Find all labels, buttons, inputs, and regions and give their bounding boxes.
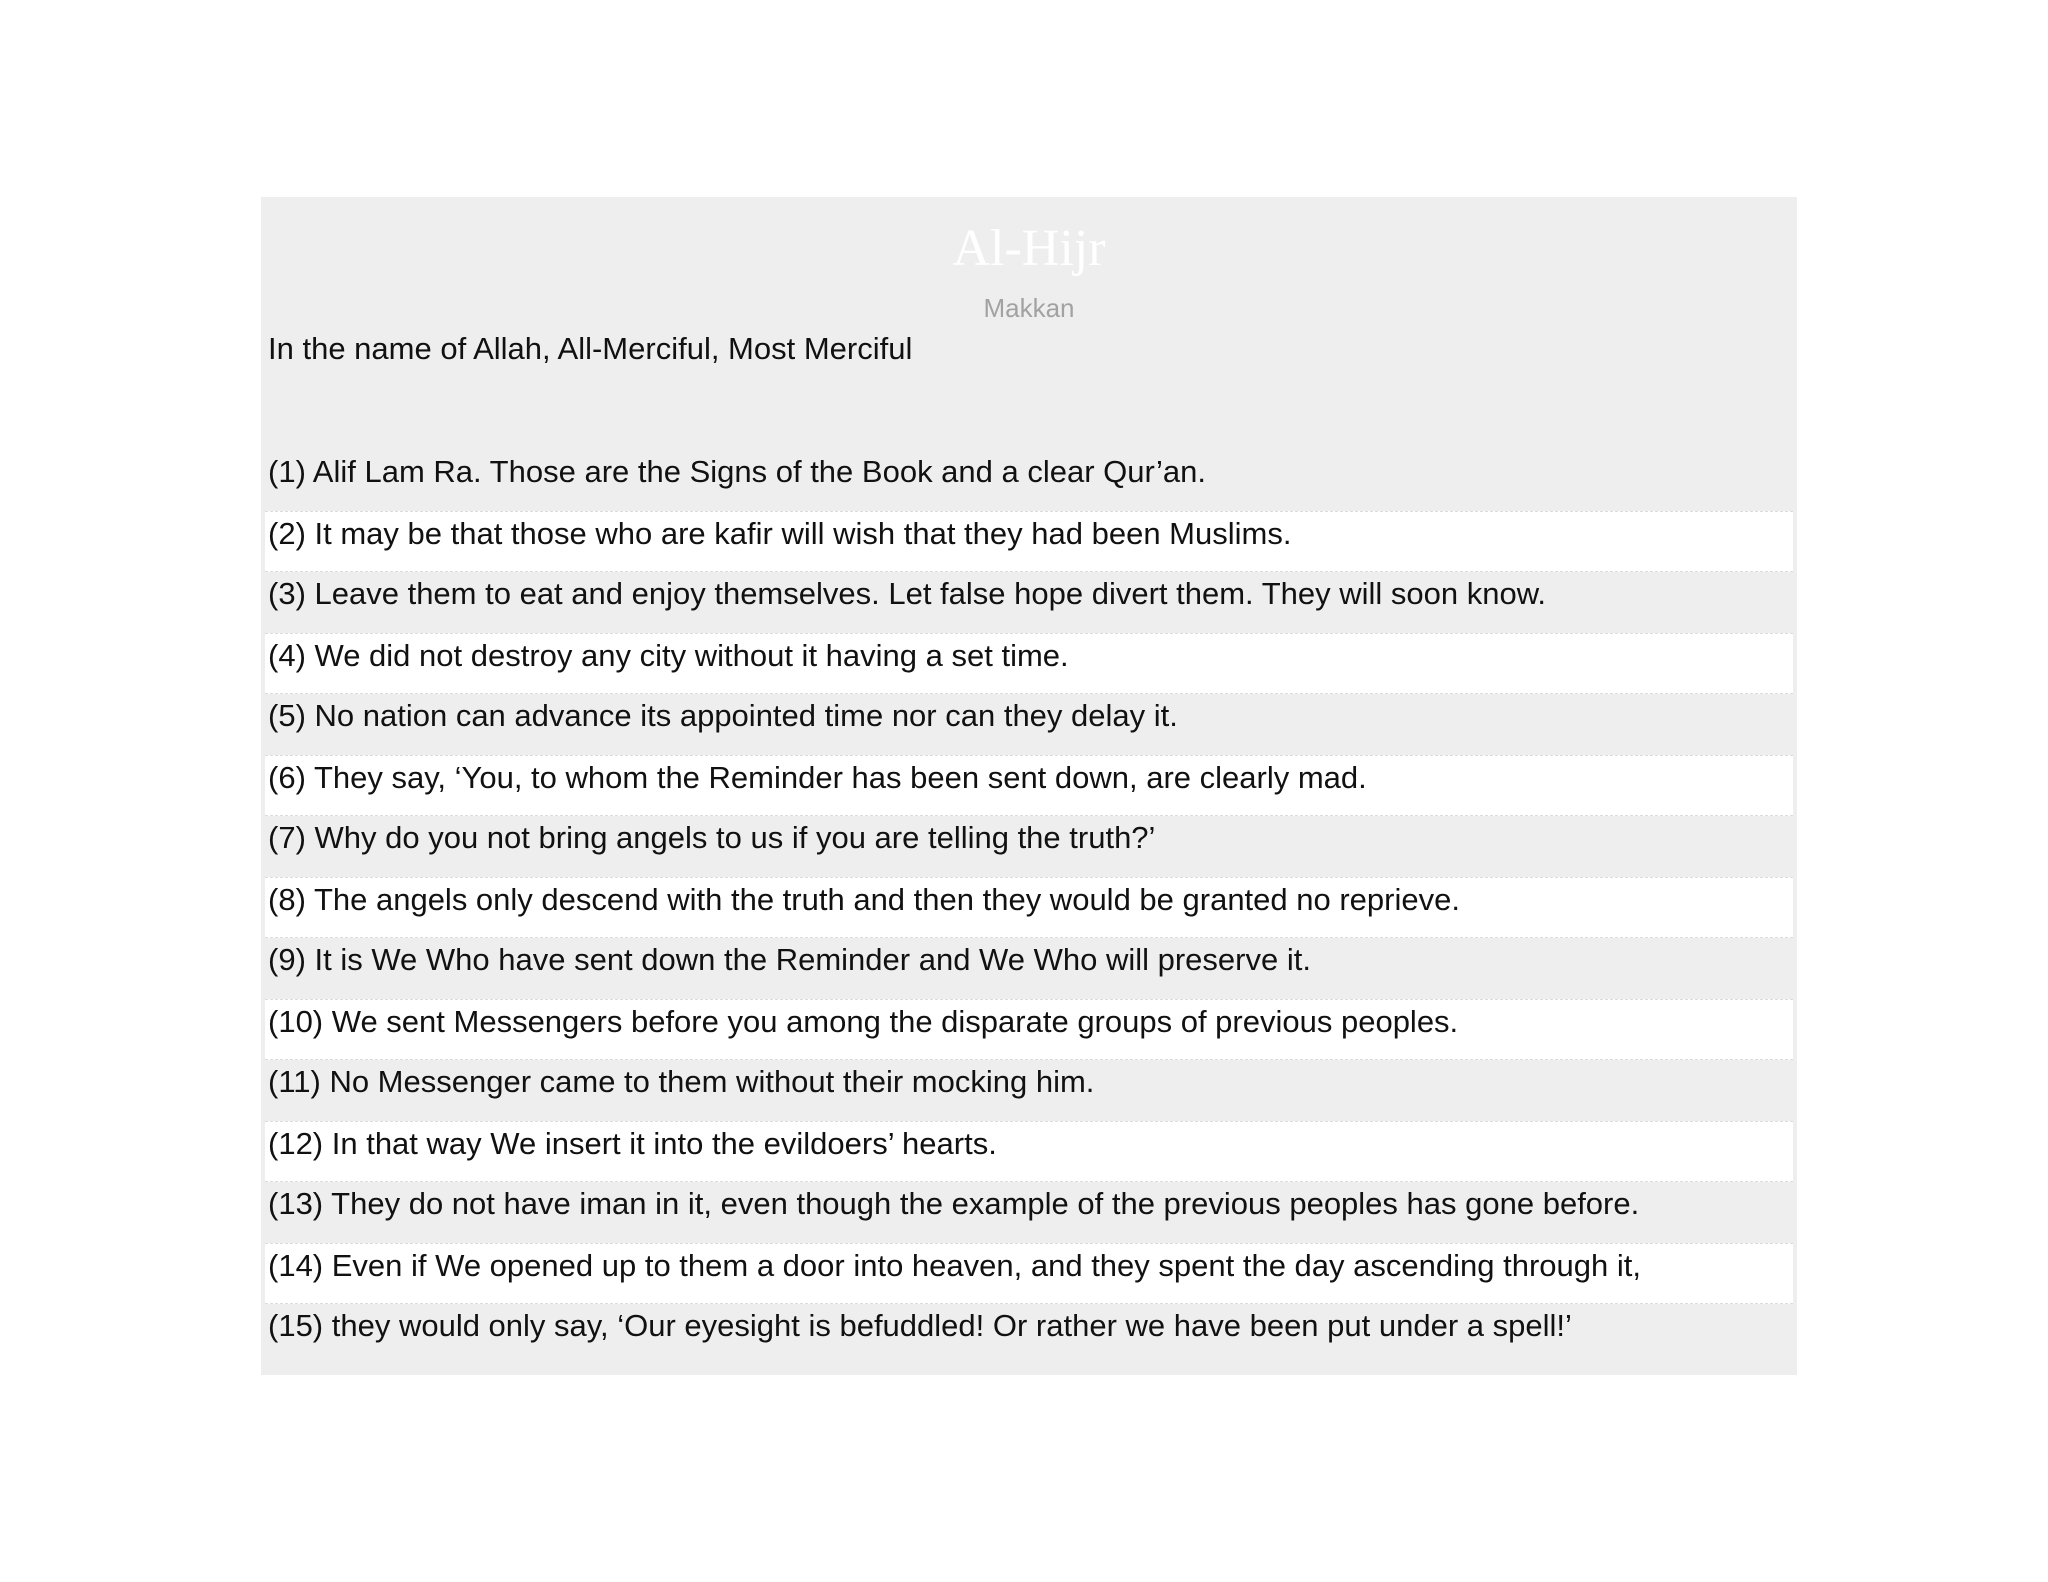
verse-row: (4) We did not destroy any city without it having a set time. xyxy=(265,633,1793,694)
verse-row: (7) Why do you not bring angels to us if you are telling the truth?’ xyxy=(265,816,1793,877)
verse-row: (13) They do not have iman in it, even though the example of the previous peoples has gone before. xyxy=(265,1182,1793,1243)
basmala: In the name of Allah, All-Merciful, Most Merciful xyxy=(268,331,913,366)
verse-row: (1) Alif Lam Ra. Those are the Signs of the Book and a clear Qur’an. xyxy=(265,450,1793,511)
verse-row: (9) It is We Who have sent down the Reminder and We Who will preserve it. xyxy=(265,938,1793,999)
surah-revelation-type: Makkan xyxy=(983,293,1075,323)
verse-row: (15) they would only say, ‘Our eyesight is befuddled! Or rather we have been put under a spell!’ xyxy=(265,1304,1793,1365)
verse-list xyxy=(265,450,1793,1365)
verse-row: (12) In that way We insert it into the evildoers’ hearts. xyxy=(265,1121,1793,1182)
verse-row: (10) We sent Messengers before you among the disparate groups of previous peoples. xyxy=(265,999,1793,1060)
surah-panel xyxy=(261,197,1797,1375)
verse-row: (8) The angels only descend with the truth and then they would be granted no reprieve. xyxy=(265,877,1793,938)
verse-row: (6) They say, ‘You, to whom the Reminder has been sent down, are clearly mad. xyxy=(265,755,1793,816)
verse-row: (2) It may be that those who are kafir will wish that they had been Muslims. xyxy=(265,511,1793,572)
verse-row: (3) Leave them to eat and enjoy themselves. Let false hope divert them. They will soon know. xyxy=(265,572,1793,633)
verse-row: (5) No nation can advance its appointed time nor can they delay it. xyxy=(265,694,1793,755)
verse-row: (14) Even if We opened up to them a door into heaven, and they spent the day ascending through it, xyxy=(265,1243,1793,1304)
surah-title: Al-Hijr xyxy=(952,220,1106,277)
verse-row: (11) No Messenger came to them without their mocking him. xyxy=(265,1060,1793,1121)
